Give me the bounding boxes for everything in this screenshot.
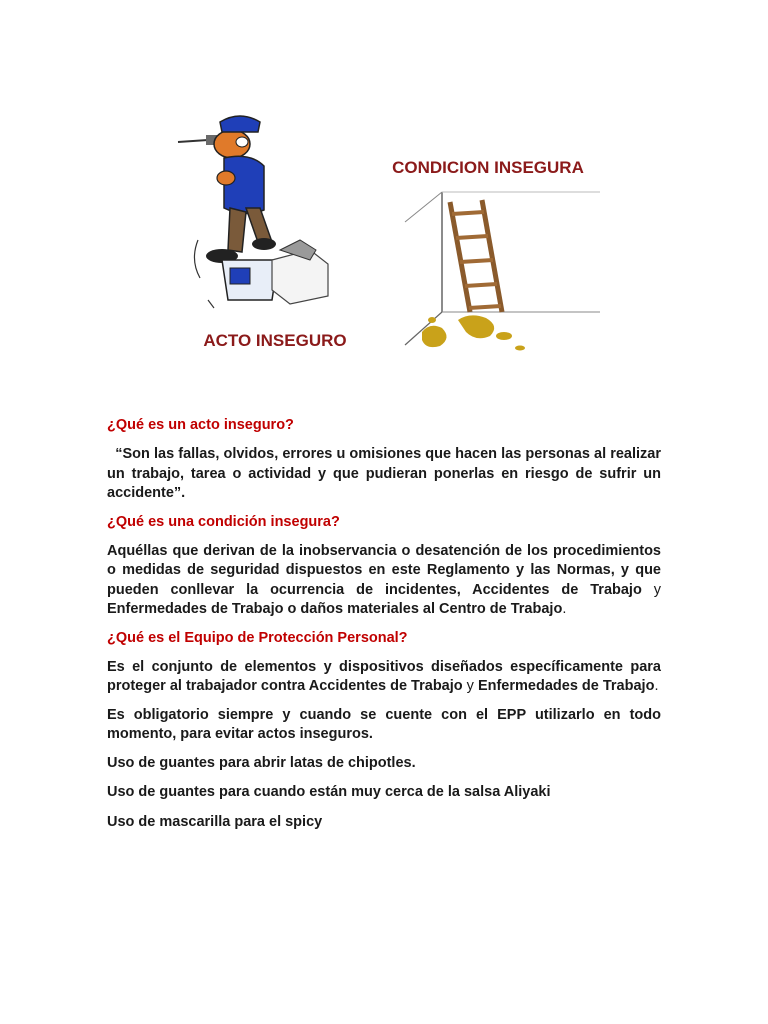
- question-epp: ¿Qué es el Equipo de Protección Personal?: [107, 629, 408, 646]
- answer-epp: Es el conjunto de elementos y dispositivos diseñados específicamente para proteger al trabajador contra Accidentes de Trabajo y Enfermedades de Trabajo.: [107, 658, 661, 694]
- link-accidentes-de-trabajo-2[interactable]: Accidentes de Trabajo: [308, 678, 463, 694]
- question-condicion-insegura: ¿Qué es una condición insegura?: [107, 513, 340, 530]
- link-accidentes-de-trabajo[interactable]: Accidentes de Trabajo: [472, 581, 642, 598]
- link-enfermedades-de-trabajo-2[interactable]: Enfermedades de Trabajo: [477, 678, 655, 694]
- acto-inseguro-label: ACTO INSEGURO: [203, 331, 347, 350]
- answer-acto-inseguro: “Son las fallas, olvidos, errores u omisiones que hacen las personas al realizar un trabajo, tarea o actividad y que pudieran ponerlas en riesgo de sufrir un accidente”.: [107, 446, 661, 501]
- question-acto-inseguro: ¿Qué es un acto inseguro?: [107, 417, 294, 433]
- paragraph-obligatorio: Es obligatorio siempre y cuando se cuente con el EPP utilizarlo en todo momento, para evitar actos inseguros.: [107, 706, 661, 742]
- document-body: [107, 416, 661, 841]
- safety-illustration: [160, 100, 620, 370]
- paragraph-guantes-latas: Uso de guantes para abrir latas de chipotles.: [107, 754, 416, 771]
- paragraph-mascarilla: Uso de mascarilla para el spicy: [107, 813, 323, 830]
- link-enfermedades-de-trabajo[interactable]: Enfermedades de Trabajo: [107, 601, 284, 617]
- condicion-insegura-label: CONDICION INSEGURA: [392, 158, 584, 177]
- answer-condicion-insegura: Aquéllas que derivan de la inobservancia o desatención de los procedimientos o medidas de seguridad dispuestos en este Reglamento y las Normas, y que pueden conllevar la ocurrencia de incidentes, Accidentes de Trabajo y Enfermedades de Trabajo o daños materiales al Centro de Trabajo.: [107, 542, 661, 617]
- worker-on-bucket-icon: [178, 116, 328, 308]
- paragraph-guantes-salsa: Uso de guantes para cuando están muy cerca de la salsa Aliyaki: [107, 784, 551, 800]
- spill-puddle-icon: [422, 315, 525, 350]
